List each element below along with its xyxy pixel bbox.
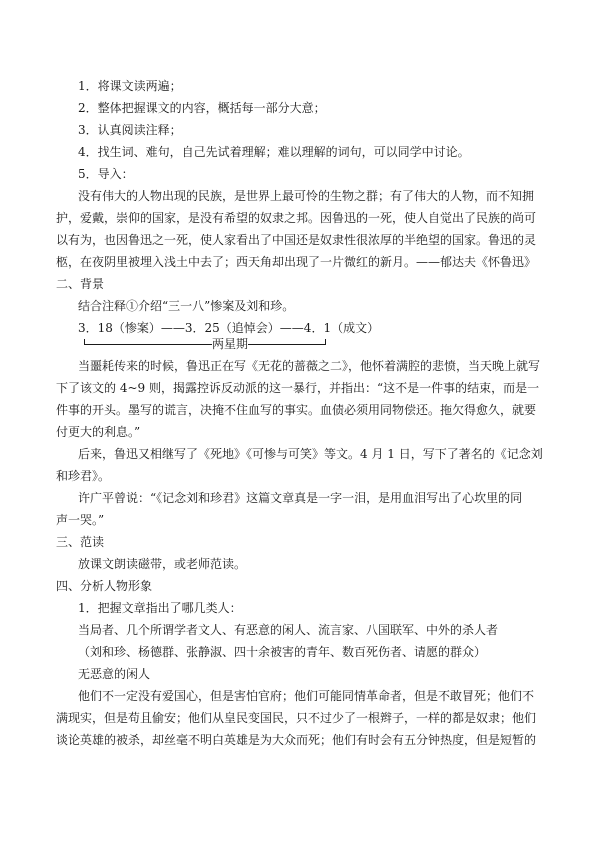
background-para-2-line-2: 和珍君》。 [56,469,111,483]
analysis-line-3: 谈论英雄的被杀，却丝毫不明白英雄是为大众而死；他们有时会有五分钟热度，但是短暂的 [56,733,537,747]
section-2-heading: 二、背景 [56,277,105,291]
background-para-1-line-1: 当噩耗传来的时候，鲁迅正在写《无花的蔷薇之二》，他怀着满腔的悲愤，当天晚上就写 [78,359,541,373]
timeline: 3．18（惨案）——3．25（追悼会）——4．1（成文） [78,321,380,335]
intro-line-1: 没有伟大的人物出现的民族，是世界上最可怜的生物之群；有了伟大的人物，而不知拥 [78,189,535,203]
analysis-line-1: 他们不一定没有爱国心，但是害怕官府；他们可能同情革命者，但是不敢冒死；他们不 [78,689,535,703]
step-4: 4．找生词、难句，自己先试着理解；难以理解的词句，可以同学中讨论。 [78,145,470,159]
intro-line-2: 护，爱戴，崇仰的国家，是没有希望的奴隶之邦。因鲁迅的一死，使人自觉出了民族的尚可 [56,211,537,225]
background-para-3-line-2: 声一哭。” [56,513,105,527]
span-label: 两星期 [212,337,249,351]
step-1: 1．将课文读两遍； [78,79,182,93]
background-para-1-line-3: 件事的开头。墨写的谎言，决掩不住血写的事实。血债必须用同物偿还。拖欠得愈久，就要 [56,403,537,417]
background-para-1-line-4: 付更大的利息。” [56,425,141,439]
step-2: 2．整体把握课文的内容，概括每一部分大意； [78,101,326,115]
background-note: 结合注释①介绍“三一八”惨案及刘和珍。 [78,299,295,313]
analysis-line-2: 满现实，但是苟且偷安；他们从皇民变国民，只不过少了一根辫子，一样的都是奴隶；他们 [56,711,537,725]
people-categories: 当局者、几个所谓学者文人、有恶意的闲人、流言家、八国联军、中外的杀人者 [78,623,499,637]
step-3: 3．认真阅读注释； [78,123,182,137]
reading-note: 放课文朗读磁带，或老师范读。 [78,557,247,571]
intro-line-3: 以有为，也因鲁迅之一死，使人家看出了中国还是奴隶性很浓厚的半绝望的国家。鲁迅的灵 [56,233,537,247]
background-para-2-line-1: 后来，鲁迅又相继写了《死地》《可惨与可笑》等文。4 月 1 日，写下了著名的《记念刘 [78,447,543,461]
victims-list: （刘和珍、杨德群、张静淑、四十余被害的青年、数百死伤者、请愿的群众） [78,645,487,659]
section-4-heading: 四、分析人物形象 [56,579,153,593]
background-para-1-line-2: 下了该文的 4~9 则，揭露控诉反动派的这一暴行，并指出：“这不是一件事的结束，而是一 [56,381,540,395]
intro-line-4: 柩，在夜阴里被埋入浅土中去了；西天角却出现了一片微红的新月。——郁达夫《怀鲁迅》 [56,255,537,269]
step-5: 5．导入： [78,167,134,181]
section-3-heading: 三、范读 [56,535,105,549]
background-para-3-line-1: 许广平曾说：“《记念刘和珍君》这篇文章真是一字一泪，是用血泪写出了心坎里的同 [78,491,523,505]
question-1: 1．把握文章指出了哪几类人： [78,601,242,615]
subheading-bystanders: 无恶意的闲人 [78,667,151,681]
